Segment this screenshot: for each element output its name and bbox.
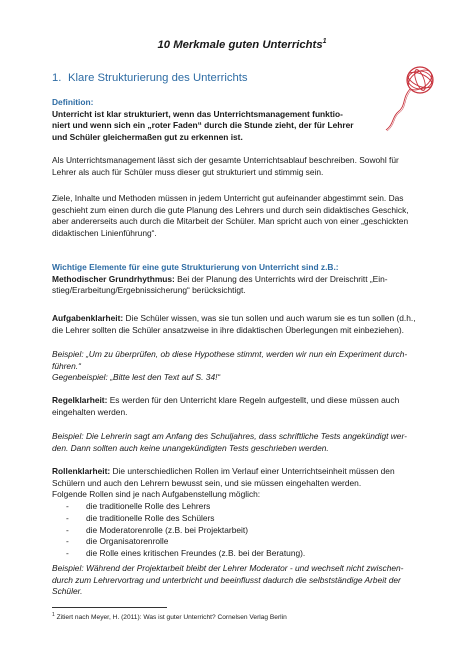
regel-text: Es werden für den Unterricht klare Regeln aufgestellt, und diese müssen auch [107, 395, 400, 405]
elements-section [52, 262, 432, 297]
paragraph-line: didaktischen Linienführung“. [52, 228, 157, 239]
paragraph-line: aber andererseits auch durch die Mitarbeit der Schüler. Man spricht auch von einer „geschickten [52, 216, 409, 227]
methodischer-term: Methodischer Grundrhythmus: [52, 273, 175, 284]
methodischer-text: Bei der Planung des Unterrichts wird der Dreischritt „Ein- [174, 273, 388, 284]
paragraph-unterrichtsmanagement [52, 155, 432, 178]
paragraph-line: Ziele, Inhalte und Methoden müssen in jedem Unterricht gut aufeinander abgestimmt sein. Das [52, 193, 404, 203]
rollen-term: Rollenklarheit: [52, 466, 111, 476]
dash-bullet: - [66, 512, 69, 523]
footnote-mark: 1 [52, 612, 55, 618]
title-footnote-mark: 1 [322, 38, 327, 45]
paragraph-line: Als Unterrichtsmanagement lässt sich der gesamte Unterrichtsablauf beschreiben. Sowohl für [52, 155, 399, 165]
dash-bullet: - [66, 524, 69, 535]
aufgabenklarheit-block [52, 313, 432, 336]
example-line: Beispiel: „Um zu überprüfen, ob diese Hypothese stimmt, werden wir nun ein Experiment durch- [52, 349, 408, 359]
counter-example-line: Gegenbeispiel: „Bitte lest den Text auf S. 34!“ [52, 372, 221, 383]
footnote [52, 612, 287, 621]
title-text: 10 Merkmale guten Unterrichts [157, 38, 323, 51]
list-item [52, 548, 432, 560]
dash-bullet: - [66, 536, 69, 547]
list-item [52, 536, 432, 548]
rollen-line-2: Schülern und auch den Lehrern bewusst sein, und sie müssen eingehalten werden. [52, 477, 362, 488]
document-title [52, 38, 432, 51]
regel-example [52, 431, 432, 454]
list-item [52, 525, 432, 537]
aufgaben-example [52, 349, 432, 384]
paragraph-line: Lehrer als auch für Schüler muss dieser gut strukturiert und stimmig sein. [52, 166, 324, 177]
paragraph-ziele [52, 193, 432, 240]
footnote-text: Zitiert nach Meyer, H. (2011): Was ist guter Unterricht? Cornelsen Verlag Berlin [54, 614, 287, 622]
role-text: die Moderatorenrolle (z.B. bei Projektarbeit) [86, 524, 248, 535]
paragraph-line: geschieht zum einen durch die gute Planung des Lehrers und durch sein didaktisches Geschick, [52, 204, 409, 215]
dash-bullet: - [66, 547, 69, 558]
section-number: 1. [52, 72, 62, 84]
section-heading [52, 72, 248, 84]
role-text: die traditionelle Rolle des Lehrers [86, 501, 211, 512]
definition-line: und Schüler gleichermaßen gut zu erkennen ist. [52, 132, 243, 143]
section-title-text: Klare Strukturierung des Unterrichts [68, 72, 248, 84]
example-line: führen.“ [52, 360, 81, 371]
definition-label: Definition: [52, 97, 94, 107]
aufgaben-line-2: die Lehrer sollten die Schüler ansatzweise in ihre didaktischen Überlegungen mit einbeziehen). [52, 324, 404, 335]
definition-line: niert und wenn sich ein „roter Faden“ durch die Stunde zieht, der für Lehrer [52, 120, 354, 131]
rollen-line [52, 466, 432, 478]
example-line: durch zum Lehrervortrag und unterbricht und beeinflusst dadurch die selbstständige Arbeit der [52, 574, 401, 585]
yarn-ball-icon [372, 58, 442, 138]
example-line: Beispiel: Während der Projektarbeit bleibt der Lehrer Moderator - und wechselt nicht zwischen- [52, 563, 404, 573]
footnote-divider [52, 607, 167, 608]
regel-term: Regelklarheit: [52, 395, 108, 405]
aufgaben-text: Die Schüler wissen, was sie tun sollen und auch warum sie es tun sollen (d.h., [123, 313, 416, 323]
example-line: den. Dann sollten auch keine unangekündigten Tests geschrieben werden. [52, 442, 329, 453]
aufgaben-line [52, 313, 432, 325]
regel-line [52, 395, 432, 407]
dash-bullet: - [66, 501, 69, 512]
rollen-line-3: Folgende Rollen sind je nach Aufgabenstellung möglich: [52, 489, 261, 500]
definition-line: Unterricht ist klar strukturiert, wenn das Unterrichtsmanagement funktio- [52, 108, 343, 119]
list-item [52, 501, 432, 513]
aufgaben-term: Aufgabenklarheit: [52, 313, 124, 323]
regelklarheit-block [52, 395, 432, 418]
role-text: die traditionelle Rolle des Schülers [86, 512, 215, 523]
role-text: die Organisatorenrolle [86, 536, 169, 547]
rollen-text: Die unterschiedlichen Rollen im Verlauf einer Unterrichtseinheit müssen den [110, 466, 395, 476]
methodischer-line-2: stieg/Erarbeitung/Ergebnissicherung“ berücksichtigt. [52, 285, 246, 296]
elements-heading: Wichtige Elemente für eine gute Strukturierung von Unterricht sind z.B.: [52, 262, 339, 272]
example-line: Schüler. [52, 586, 83, 597]
rollen-example [52, 563, 432, 598]
methodischer-line [52, 274, 432, 286]
regel-line-2: eingehalten werden. [52, 406, 128, 417]
example-line: Beispiel: Die Lehrerin sagt am Anfang des Schuljahres, dass schriftliche Tests angekündigt wer- [52, 431, 407, 441]
role-text: die Rolle eines kritischen Freundes (z.B. bei der Beratung). [86, 547, 306, 558]
roles-list [52, 501, 432, 560]
list-item [52, 513, 432, 525]
rollenklarheit-block [52, 466, 432, 560]
